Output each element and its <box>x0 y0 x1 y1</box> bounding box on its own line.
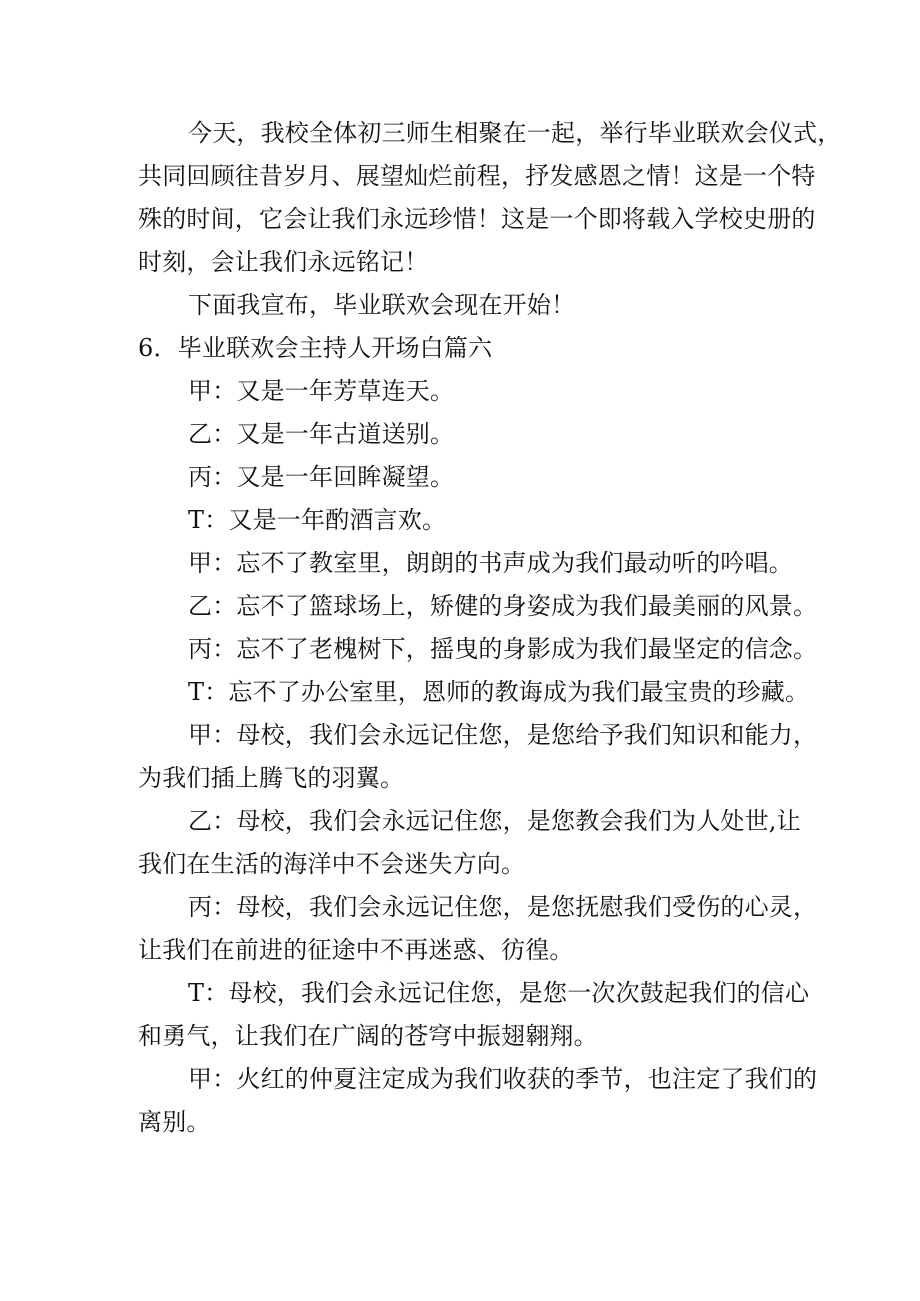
dialogue-line: 甲：母校，我们会永远记住您，是您给予我们知识和能力， <box>188 721 818 749</box>
dialogue-line-continuation: 让我们在前进的征途中不再迷惑、彷徨。 <box>138 936 574 964</box>
dialogue-line: 乙：又是一年古道送别。 <box>188 420 455 448</box>
paragraph-line: 今天，我校全体初三师生相聚在一起，举行毕业联欢会仪式， <box>188 119 842 147</box>
dialogue-line-continuation: 我们在生活的海洋中不会迷失方向。 <box>138 850 526 878</box>
dialogue-line: T：母校，我们会永远记住您，是您一次次鼓起我们的信心 <box>188 979 810 1007</box>
section-heading: 6．毕业联欢会主持人开场白篇六 <box>138 334 493 362</box>
dialogue-line: T：又是一年酌酒言欢。 <box>188 506 447 534</box>
dialogue-line: 丙：母校，我们会永远记住您，是您抚慰我们受伤的心灵， <box>188 893 818 921</box>
paragraph-line: 时刻，会让我们永远铭记！ <box>138 248 429 276</box>
paragraph-line: 下面我宣布，毕业联欢会现在开始！ <box>188 291 576 319</box>
dialogue-line: 丙：又是一年回眸凝望。 <box>188 463 455 491</box>
dialogue-line: T：忘不了办公室里，恩师的教诲成为我们最宝贵的珍藏。 <box>188 678 810 706</box>
dialogue-line: 乙：母校，我们会永远记住您，是您教会我们为人处世,让 <box>188 807 801 835</box>
dialogue-line: 甲：火红的仲夏注定成为我们收获的季节，也注定了我们的 <box>188 1065 818 1093</box>
dialogue-line: 丙：忘不了老槐树下，摇曳的身影成为我们最坚定的信念。 <box>188 635 818 663</box>
paragraph-line: 殊的时间，它会让我们永远珍惜！这是一个即将载入学校史册的 <box>138 205 816 233</box>
paragraph-line: 共同回顾往昔岁月、展望灿烂前程，抒发感恩之情！这是一个特 <box>138 162 816 190</box>
dialogue-line-continuation: 为我们插上腾飞的羽翼。 <box>138 764 405 792</box>
dialogue-line: 乙：忘不了篮球场上，矫健的身姿成为我们最美丽的风景。 <box>188 592 818 620</box>
dialogue-line: 甲：忘不了教室里，朗朗的书声成为我们最动听的吟唱。 <box>188 549 793 577</box>
dialogue-line: 甲：又是一年芳草连天。 <box>188 377 455 405</box>
dialogue-line-continuation: 和勇气，让我们在广阔的苍穹中振翅翱翔。 <box>138 1022 598 1050</box>
dialogue-line-continuation: 离别。 <box>138 1108 211 1136</box>
